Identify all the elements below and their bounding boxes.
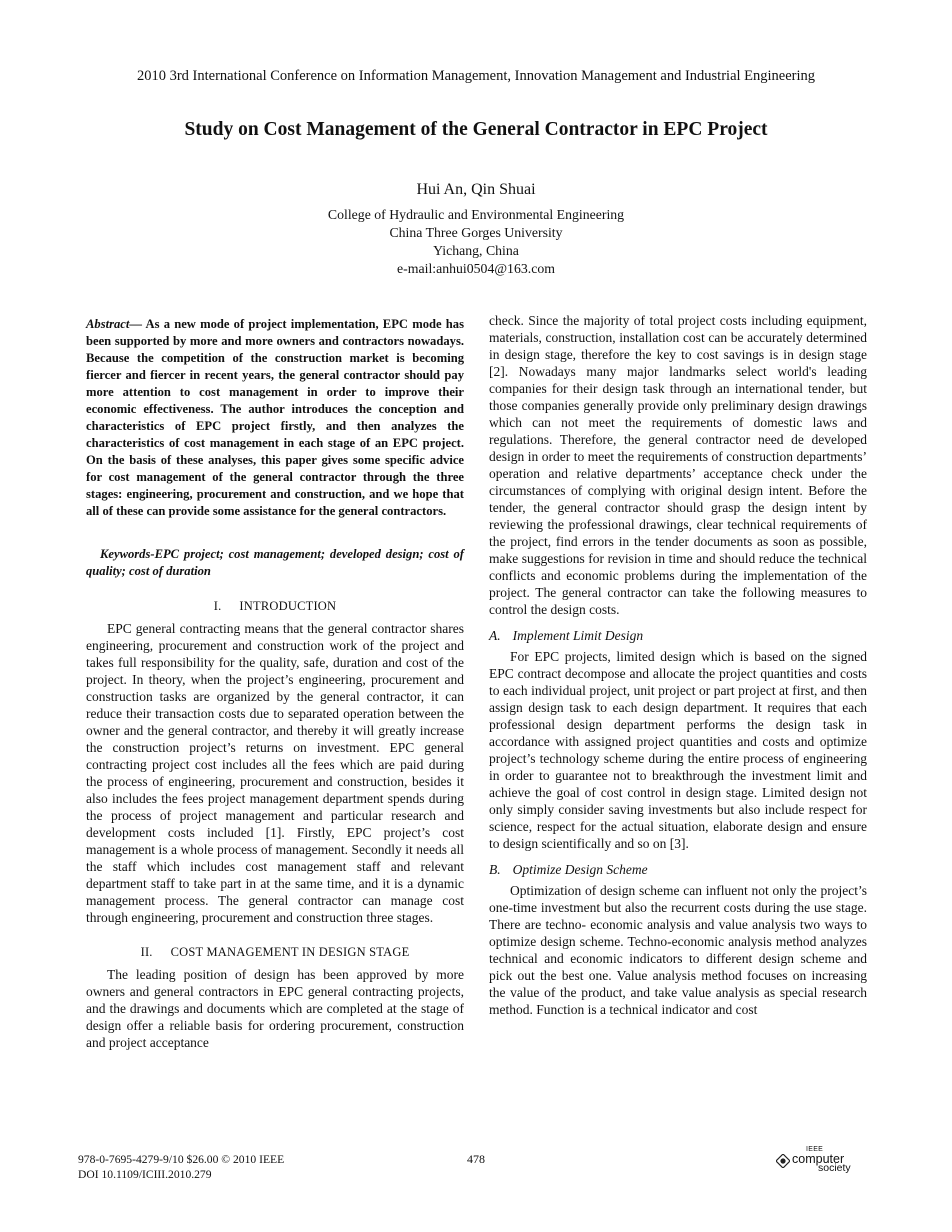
section-number: II. — [140, 945, 153, 959]
design-stage-paragraph-continued: check. Since the majority of total project costs including equipment, materials, construction, installation cost can be accurately determined in design stage, therefore the key to cost savings is in design stage [2]. Nowadays many major landmarks select world's leading companies for their design task through an international tender, but those companies generally provide only preliminary design drawings which can not meet the requirements of domestic laws and regulations. Therefore, the general contractor need de developed design in order to meet the requirements of construction departments’ operation and relative departments’ acceptance check under the circumstances of complying with original design intent. Before the tender, the general contractor should grasp the design intent by reviewing the professional drawings, clear technical requirements of the project, find errors in the tender documents as soon as possible, make suggestions for revision in time and should reduce the technical conflicts and economic problems during the implementation of the project. The general contractor can take the following measures to control the design costs. — [489, 313, 867, 617]
section-number: I. — [213, 599, 222, 613]
author-affiliation — [0, 206, 952, 278]
abstract — [86, 316, 464, 520]
logo-computer-text: computer — [792, 1152, 845, 1166]
paper-authors: Hui An, Qin Shuai — [416, 181, 536, 198]
limit-design-paragraph: For EPC projects, limited design which is based on the signed EPC contract decompose and allocate the project quantities and costs to each individual project, unit project or part project at first, and then assign design task to each design department. It requires that each professional design department performs the design task in accordance with assigned project quantities and costs and optimize project’s technology scheme during the entire process of engineering in order to guarantee not to breakthrough the investment limit and achieve the goal of cost control in design stage. Limited design not only simply consider saving investments but also include respect for science, respect for the actual situation, elaborate design and ensure to design scientifically and so on [3]. — [489, 649, 867, 851]
affiliation-line: College of Hydraulic and Environmental Engineering — [327, 207, 625, 222]
section-title: COST MANAGEMENT IN DESIGN STAGE — [170, 945, 410, 959]
logo-ieee-text: IEEE — [806, 1146, 824, 1153]
conference-header: 2010 3rd International Conference on Information Management, Innovation Management and Industrial Engineering — [136, 68, 816, 84]
author-email: e-mail:anhui0504@163.com — [397, 261, 555, 276]
left-column — [86, 312, 464, 1051]
footer-doi: DOI 10.1109/ICIII.2010.279 — [78, 1168, 212, 1181]
page-number: 478 — [467, 1152, 485, 1166]
footer-copyright — [78, 1152, 284, 1182]
subsection-number: B. — [489, 862, 501, 877]
section-title: INTRODUCTION — [239, 599, 337, 613]
ieee-diamond-icon — [776, 1154, 790, 1168]
subsection-title: Optimize Design Scheme — [512, 862, 648, 877]
section-heading-design-stage — [86, 944, 464, 961]
affiliation-line: Yichang, China — [433, 243, 519, 258]
introduction-paragraph: EPC general contracting means that the general contractor shares engineering, procurement and construction work of the project and takes full responsibility for the quality, safe, duration and cost of the project. In theory, when the project’s engineering, procurement and construction tasks are organized by the general contractor, it can reduce their transaction costs due to separated operation between the owner and the general contractor, and thereby it will greatly increase the construction project’s returns on investment. EPC general contracting project cost includes all the fees which are paid during the process of engineering, procurement and construction, besides it also includes the fees project management department spends during the process of project management and particular research and development costs included [1]. Firstly, EPC project’s cost management is a whole process of management. Secondly it needs all the staff which includes cost management staff and relevant department staff to take part in at the same time, and it is a dynamic management process. The general contractor can manage cost through engineering, procurement and construction three stages. — [86, 621, 464, 925]
keywords: Keywords-EPC project; cost management; developed design; cost of quality; cost of duration — [86, 547, 464, 578]
abstract-label: Abstract — [86, 317, 130, 331]
footer-isbn: 978-0-7695-4279-9/10 $26.00 © 2010 IEEE — [78, 1153, 285, 1166]
optimize-design-paragraph: Optimization of design scheme can influent not only the project’s one-time investment but also the recurrent costs during the use stage. There are techno- economic analysis and value analysis two ways to optimize design scheme. Techno-economic analysis method analyzes technical and economic indicators to different design scheme and pick out the best one. Value analysis method focuses on increasing the value of the product, and take value analysis as special research method. Function is a technical indicator and cost — [489, 883, 867, 1017]
affiliation-line: China Three Gorges University — [389, 225, 563, 240]
right-column — [489, 312, 867, 1018]
logo-society-text: society — [818, 1162, 851, 1174]
abstract-dash: — — [129, 317, 142, 331]
computer-society-logo — [776, 1146, 866, 1178]
subsection-number: A. — [489, 628, 501, 643]
abstract-text: As a new mode of project implementation, EPC mode has been supported by more and more owners and contractors nowadays. Because the competition of the construction market is becoming fiercer and fiercer in recent years, the general contractor should pay more attention to cost management in order to improve their economic effectiveness. The author introduces the conception and characteristics of EPC project firstly, and then analyzes the characteristics of cost management in each stage of an EPC project. On the basis of these analyses, this paper gives some specific advice for cost management of the general contractor through the three stages: engineering, procurement and construction, and we hope that all of these can provide some assistance for the general contractors. — [86, 317, 464, 518]
subsection-heading-limit-design — [489, 627, 867, 644]
section-heading-introduction — [86, 598, 464, 615]
paper-title: Study on Cost Management of the General Contractor in EPC Project — [184, 119, 768, 140]
design-stage-paragraph: The leading position of design has been approved by more owners and general contractors in EPC general contracting projects, and the drawings and documents which are completed at the stage of design offer a reliable basis for ordering procurement, construction and project acceptance — [86, 967, 464, 1050]
subsection-heading-optimize-design — [489, 861, 867, 878]
subsection-title: Implement Limit Design — [512, 628, 644, 643]
